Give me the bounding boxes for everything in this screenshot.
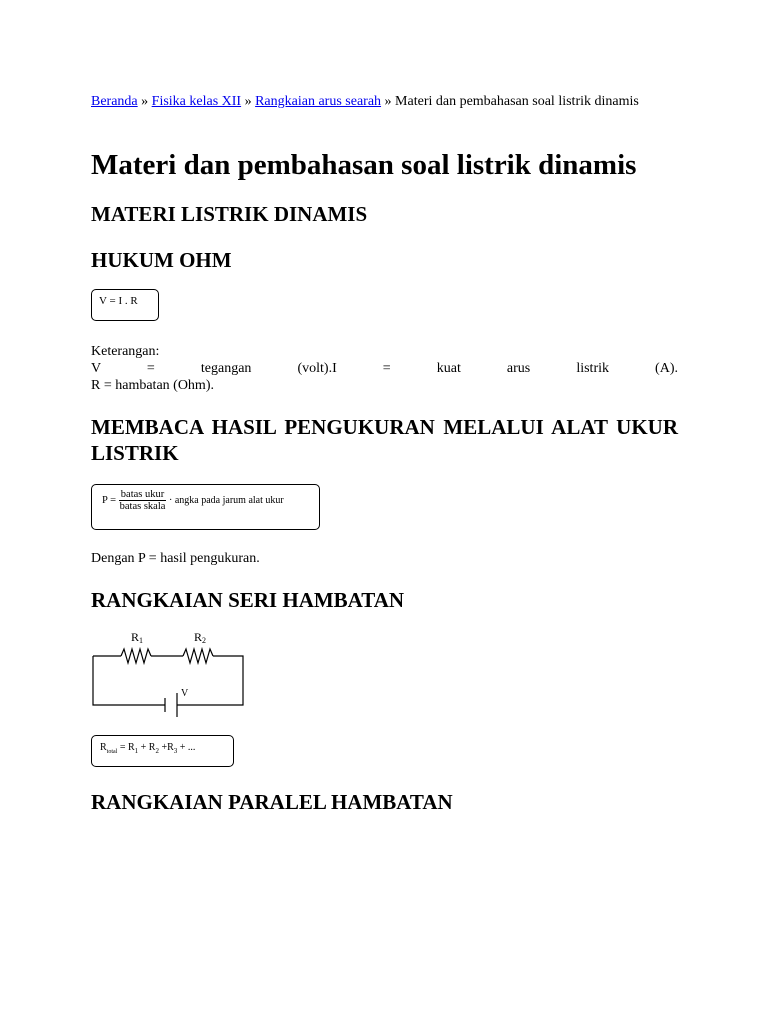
fraction-denominator: batas skala xyxy=(119,501,166,512)
keterangan-line-1: V = tegangan (volt).I = kuat arus listrik (A). xyxy=(91,361,678,376)
breadcrumb-separator: » xyxy=(381,94,396,109)
resistor-r1-symbol xyxy=(121,649,151,663)
breadcrumb-home-link[interactable]: Beranda xyxy=(91,94,138,109)
measurement-formula-box xyxy=(91,484,320,530)
ohm-formula-box xyxy=(91,289,159,321)
measurement-note: Dengan P = hasil pengukuran. xyxy=(91,551,260,566)
series-circuit-diagram xyxy=(91,625,251,721)
series-formula: $R_{total} = R_1 + R_2 +R_3$ + ... xyxy=(100,742,196,755)
heading-materi-listrik-dinamis: MATERI LISTRIK DINAMIS xyxy=(91,202,368,226)
heading-rangkaian-paralel: RANGKAIAN PARALEL HAMBATAN xyxy=(91,790,453,814)
voltage-label: V xyxy=(181,688,189,699)
breadcrumb-separator: » xyxy=(137,94,152,109)
keterangan-line-2: R = hambatan (Ohm). xyxy=(91,378,214,393)
keterangan-label: Keterangan: xyxy=(91,344,160,359)
series-formula-box xyxy=(91,735,234,767)
heading-rangkaian-seri: RANGKAIAN SERI HAMBATAN xyxy=(91,588,405,612)
breadcrumb-category-link[interactable]: Fisika kelas XII xyxy=(151,94,242,109)
r1-label: R1 xyxy=(131,630,144,645)
ohm-formula: V = I . R xyxy=(99,295,138,307)
page-title: Materi dan pembahasan soal listrik dinamis xyxy=(91,149,637,181)
breadcrumb-subcategory-link[interactable]: Rangkaian arus searah xyxy=(255,94,382,109)
heading-membaca-hasil-pengukuran: MEMBACA HASIL PENGUKURAN MELALUI ALAT UKUR LISTRIK xyxy=(91,415,678,465)
fraction xyxy=(119,489,167,512)
breadcrumb xyxy=(91,93,651,110)
breadcrumb-current: Materi dan pembahasan soal listrik dinamis xyxy=(395,94,639,109)
heading-hukum-ohm: HUKUM OHM xyxy=(91,248,232,272)
r2-label: R2 xyxy=(194,630,207,645)
formula-rest: · angka pada jarum alat ukur xyxy=(169,495,284,506)
breadcrumb-separator: » xyxy=(241,94,256,109)
fraction-numerator: batas ukur xyxy=(119,489,167,501)
resistor-r2-symbol xyxy=(183,649,213,663)
measurement-formula xyxy=(102,489,284,512)
formula-lhs: P = xyxy=(102,495,116,506)
